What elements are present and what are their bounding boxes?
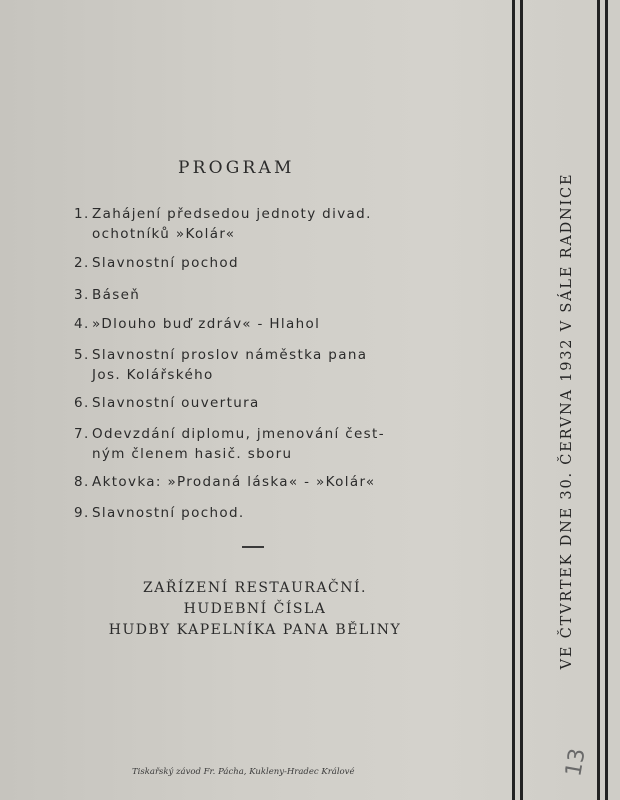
item-number: 7. [74,426,90,442]
item-text: Odevzdání diplomu, jmenování čest- [92,426,385,442]
program-item-3 [74,285,454,305]
section-divider [242,546,264,548]
program-item-7 [74,424,454,464]
item-text-continued: ochotníků »Kolár« [92,226,236,242]
border-rule-3 [597,0,600,800]
printer-credit: Tiskařský závod Fr. Pácha, Kukleny-Hradec Králové [132,767,355,777]
item-number: 4. [74,316,90,332]
item-text-continued: ným členem hasič. sboru [92,446,293,462]
item-text: Aktovka: »Prodaná láska« - »Kolár« [92,474,376,490]
program-item-8 [74,472,454,492]
item-text-continued: Jos. Kolářského [92,367,214,383]
item-number: 9. [74,505,90,521]
item-text: Slavnostní ouvertura [92,395,260,411]
item-number: 6. [74,395,90,411]
event-date-venue: VE ČTVRTEK DNE 30. ČERVNA 1932 V SÁLE RADNICE [559,172,575,670]
item-number: 1. [74,206,90,222]
program-item-4 [74,314,454,334]
program-item-9 [74,503,454,523]
item-text: »Dlouho buď zdráv« - Hlahol [92,316,321,332]
item-text: Slavnostní pochod. [92,505,245,521]
border-rule-2 [520,0,523,800]
handwritten-number: 13 [561,746,591,779]
item-text: Zahájení předsedou jednoty divad. [92,206,372,222]
program-item-2 [74,253,454,273]
item-number: 3. [74,287,90,303]
border-rule-4 [605,0,608,800]
note-music: HUDEBNÍ ČÍSLA [183,601,327,617]
item-number: 8. [74,474,90,490]
note-band: HUDBY KAPELNÍKA PANA BĚLINY [108,622,402,638]
item-text: Slavnostní proslov náměstka pana [92,347,368,363]
border-rule-1 [512,0,515,800]
item-number: 5. [74,347,90,363]
note-restaurant: ZAŘÍZENÍ RESTAURAČNÍ. [142,580,367,596]
program-item-6 [74,393,454,413]
program-item-5 [74,345,454,385]
item-text: Slavnostní pochod [92,255,239,271]
program-item-1 [74,204,454,244]
item-number: 2. [74,255,90,271]
program-title: PROGRAM [178,158,295,178]
item-text: Báseň [92,287,141,303]
